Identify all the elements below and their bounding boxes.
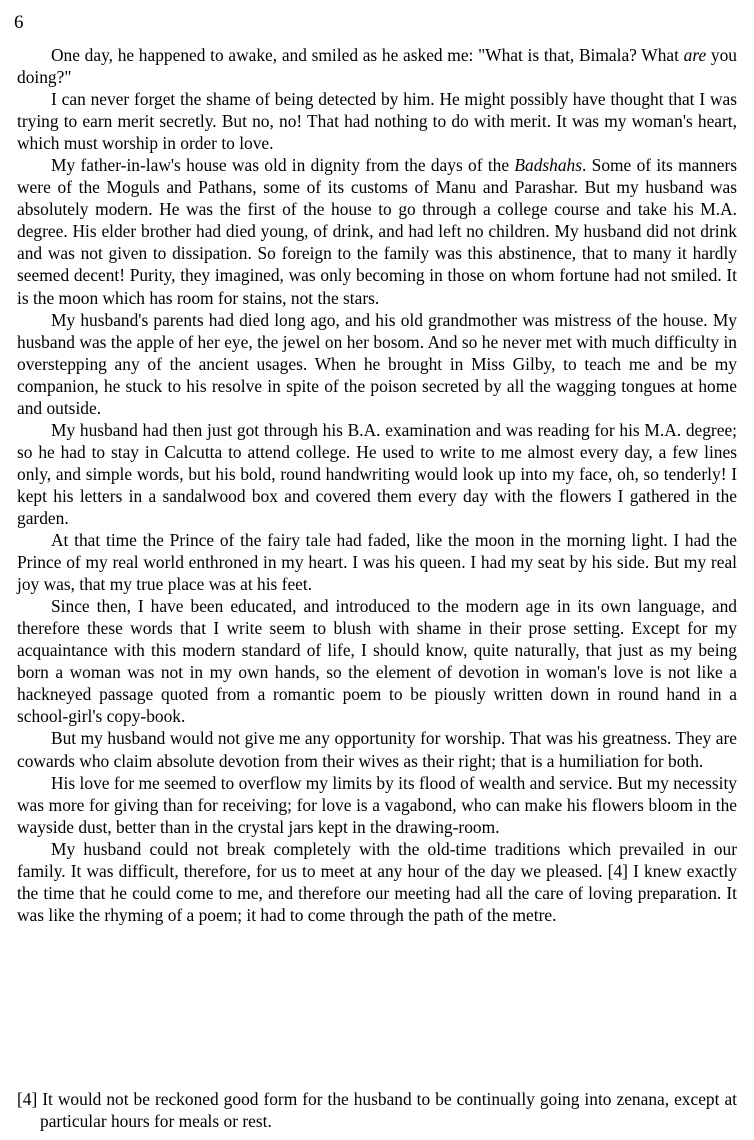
paragraph-1-text-a: One day, he happened to awake, and smiled as he asked me: "What is that, Bimala? What: [51, 45, 684, 65]
paragraph-2: I can never forget the shame of being detected by him. He might possibly have thought that I was trying to earn merit secretly. But no, no! That had nothing to do with merit. It was my woman's heart, which must worship in order to love.: [17, 89, 737, 154]
page-number: 6: [14, 12, 24, 33]
paragraph-3-text-b: . Some of its manners were of the Moguls and Pathans, some of its customs of Manu and Parashar. But my husband was absolutely modern. He was the first of the house to go through a college course and take his M.A. degree. His elder brother had died young, of drink, and had left no children. My husband did not drink and was not given to dissipation. So foreign to the family was this abstinence, that to many it hardly seemed decent! Purity, they imagined, was only becoming in those on whom fortune had not smiled. It is the moon which has room for stains, not the stars.: [17, 155, 738, 308]
body-text: [17, 44, 737, 926]
paragraph-3-text-a: My father-in-law's house was old in dignity from the days of the: [51, 155, 515, 176]
footnote: [17, 1088, 737, 1132]
paragraph-3: [17, 154, 737, 308]
paragraph-4: My husband's parents had died long ago, and his old grandmother was mistress of the house. My husband was the apple of her eye, the jewel on her bosom. And so he never met with much difficulty in overstepping any of the ancient usages. When he brought in Miss Gilby, to teach me and be my companion, he stuck to his resolve in spite of the poison secreted by all the wagging tongues at home and outside.: [17, 309, 737, 418]
paragraph-5: My husband had then just got through his B.A. examination and was reading for his M.A. degree; so he had to stay in Calcutta to attend college. He used to write to me almost every day, a few lines only, and simple words, but his bold, round handwriting would look up into my face, oh, so tenderly! I kept his letters in a sandalwood box and covered them every day with the flowers I gathered in the garden.: [17, 419, 737, 528]
paragraph-3-emphasis: Badshahs: [514, 155, 583, 176]
paragraph-1: [17, 44, 737, 88]
paragraph-6: At that time the Prince of the fairy tale had faded, like the moon in the morning light. I had the Prince of my real world enthroned in my heart. I was his queen. I had my seat by his side. But my real joy was, that my true place was at his feet.: [17, 530, 737, 595]
paragraph-9: His love for me seemed to overflow my limits by its flood of wealth and service. But my necessity was more for giving than for receiving; for love is a vagabond, who can make his flowers bloom in the wayside dust, better than in the crystal jars kept in the drawing-room.: [17, 772, 737, 837]
paragraph-10: My husband could not break completely with the old-time traditions which prevailed in our family. It was difficult, therefore, for us to meet at any hour of the day we pleased. [4] I knew exactly the time that he could come to me, and therefore our meeting had all the care of loving preparation. It was like the rhyming of a poem; it had to come through the path of the metre.: [17, 838, 737, 925]
footnote-text: [4] It would not be reckoned good form for the husband to be continually going into zenana, except at particular hours for meals or rest.: [17, 1089, 737, 1131]
paragraph-1-emphasis: are: [683, 45, 707, 65]
paragraph-8: But my husband would not give me any opportunity for worship. That was his greatness. They are cowards who claim absolute devotion from their wives as their right; that is a humiliation for both.: [17, 728, 737, 771]
paragraph-7: Since then, I have been educated, and introduced to the modern age in its own language, and therefore these words that I write seem to blush with shame in their prose setting. Except for my acquaintance with this modern standard of life, I should know, quite naturally, that just as my being born a woman was not in my own hands, so the element of devotion in woman's love is not like a hackneyed passage quoted from a romantic poem to be piously written down in round hand in a school-girl's copy-book.: [17, 596, 737, 727]
paragraph-1-text-b: you doing?": [17, 45, 737, 88]
